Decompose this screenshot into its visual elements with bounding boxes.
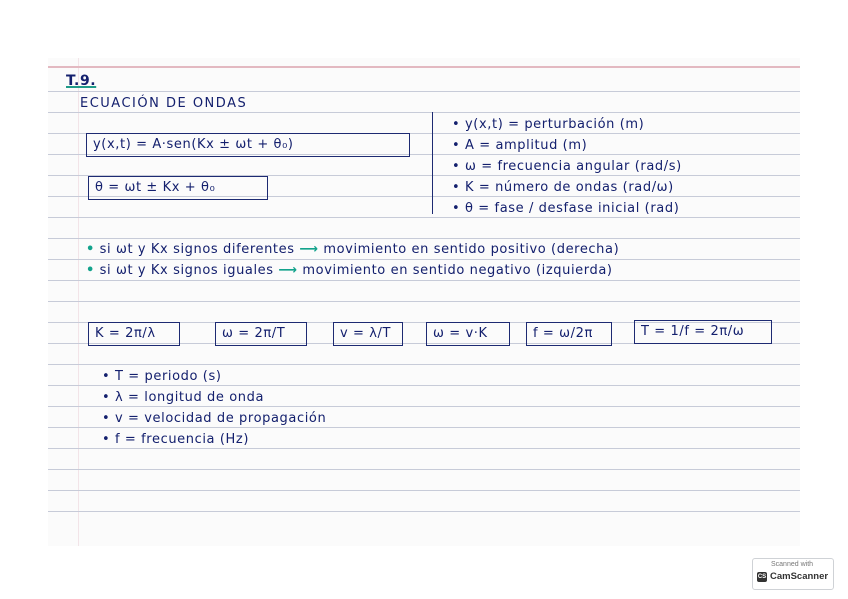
- notebook-page: [48, 58, 800, 546]
- direction-rule-positive: [86, 242, 619, 257]
- ruled-line: [48, 238, 800, 239]
- formula-box: ω = v·K: [426, 322, 510, 346]
- symbol-item: • λ = longitud de onda: [102, 390, 265, 405]
- definition-item: • θ = fase / desfase inicial (rad): [452, 201, 680, 216]
- section-label: T.9.: [66, 73, 97, 89]
- watermark-caption: Scanned with: [771, 561, 814, 568]
- rule-result: movimiento en sentido positivo (derecha): [323, 242, 620, 257]
- phase-equation-box: θ = ωt ± Kx + θ₀: [88, 176, 268, 200]
- rule-result: movimiento en sentido negativo (izquierda): [302, 263, 613, 278]
- camscanner-logo-icon: CS: [757, 574, 767, 580]
- definition-brace: [432, 112, 441, 214]
- definition-item: • y(x,t) = perturbación (m): [452, 117, 645, 132]
- ruled-line: [48, 427, 800, 428]
- ruled-line: [48, 448, 800, 449]
- definition-item: • A = amplitud (m): [452, 138, 588, 153]
- ruled-line: [48, 364, 800, 365]
- ruled-line: [48, 406, 800, 407]
- ruled-line: [48, 217, 800, 218]
- definition-item: • K = número de ondas (rad/ω): [452, 180, 674, 195]
- watermark-brand: CamScanner: [770, 571, 829, 582]
- ruled-line: [48, 91, 800, 92]
- arrow-right-icon: ⟶: [278, 263, 298, 278]
- direction-rule-negative: [86, 263, 613, 278]
- rule-condition: si ωt y Kx signos diferentes: [99, 242, 295, 257]
- camscanner-watermark: [752, 558, 834, 590]
- wave-equation-box: y(x,t) = A·sen(Kx ± ωt + θ₀): [86, 133, 410, 157]
- formula-box: K = 2π/λ: [88, 322, 180, 346]
- symbol-item: • T = periodo (s): [102, 369, 222, 384]
- definition-item: • ω = frecuencia angular (rad/s): [452, 159, 682, 174]
- bullet-dot: •: [86, 242, 95, 257]
- symbol-item: • f = frecuencia (Hz): [102, 432, 249, 447]
- rule-condition: si ωt y Kx signos iguales: [99, 263, 274, 278]
- bullet-dot: •: [86, 263, 95, 278]
- page-margin-line: [78, 58, 79, 546]
- ruled-line: [48, 511, 800, 512]
- formula-box: T = 1/f = 2π/ω: [634, 320, 772, 344]
- formula-box: v = λ/T: [333, 322, 403, 346]
- page-title: ECUACIÓN DE ONDAS: [80, 96, 248, 111]
- ruled-line: [48, 259, 800, 260]
- ruled-line: [48, 112, 800, 113]
- formula-box: f = ω/2π: [526, 322, 612, 346]
- ruled-line: [48, 301, 800, 302]
- ruled-line: [48, 469, 800, 470]
- ruled-line: [48, 280, 800, 281]
- ruled-line: [48, 385, 800, 386]
- top-red-rule: [48, 66, 800, 68]
- formula-box: ω = 2π/T: [215, 322, 307, 346]
- arrow-right-icon: ⟶: [299, 242, 319, 257]
- ruled-line: [48, 490, 800, 491]
- symbol-item: • v = velocidad de propagación: [102, 411, 327, 426]
